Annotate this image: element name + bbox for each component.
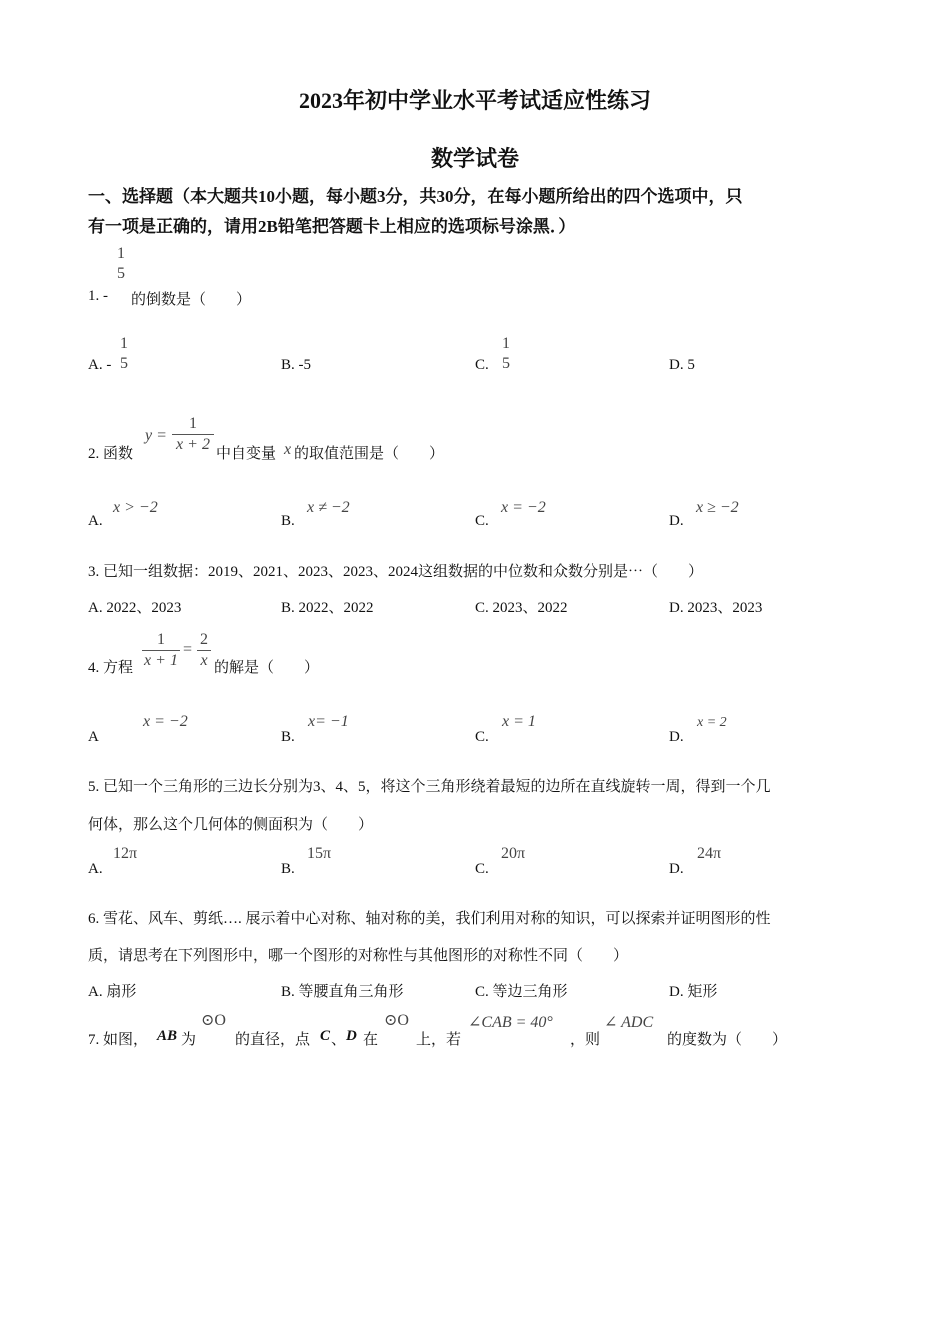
exam-subtitle: 数学试卷	[430, 146, 519, 171]
q1-option-c-label[interactable]: C.	[475, 357, 489, 373]
q4-option-c-label[interactable]: C.	[475, 729, 489, 745]
q6-line1: 6. 雪花、风车、剪纸…. 展示着中心对称、轴对称的美，我们利用对称的知识，可以探索并证明图形的性	[88, 911, 771, 927]
q7-angle-cab: ∠CAB = 40°	[468, 1014, 553, 1031]
q2-option-d-label[interactable]: D.	[669, 513, 684, 529]
q6-line2: 质，请思考在下列图形中，哪一个图形的对称性与其他图形的对称性不同（ ）	[88, 948, 629, 964]
q3-option-a[interactable]: A. 2022、2023	[88, 600, 182, 616]
q1-fraction: 1 5	[117, 245, 125, 282]
q5-option-a-expr: 12π	[113, 845, 138, 862]
q1-option-a-label[interactable]: A. -	[88, 357, 112, 373]
q5-option-c-label[interactable]: C.	[475, 861, 489, 877]
q5-line1: 5. 已知一个三角形的三边长分别为3、4、5，将这个三角形绕着最短的边所在直线旋转一周，得到一个几	[88, 779, 771, 795]
q4-option-a-expr: x = −2	[143, 713, 188, 730]
q7-ab: AB	[157, 1028, 178, 1044]
q5-option-b-expr: 15π	[307, 845, 332, 862]
q4-fraction-left: 1 x + 1	[142, 630, 180, 671]
q4-prefix: 4. 方程	[88, 660, 134, 676]
section-heading-line1: 一、选择题（本大题共10小题，每小题3分，共30分，在每小题所给出的四个选项中，只	[88, 187, 743, 206]
q4-option-c-expr: x = 1	[502, 713, 536, 730]
q2-y-equals: y =	[145, 427, 167, 444]
q5-option-d-expr: 24π	[697, 845, 722, 862]
q7-angle-adc: ∠ ADC	[604, 1014, 654, 1031]
q7-prefix: 7. 如图，	[88, 1032, 149, 1048]
q1-option-d[interactable]: D. 5	[669, 357, 695, 373]
q2-option-b-label[interactable]: B.	[281, 513, 295, 529]
q5-option-d-label[interactable]: D.	[669, 861, 684, 877]
q1-option-a-fraction: 1 5	[120, 335, 128, 372]
q4-option-d-label[interactable]: D.	[669, 729, 684, 745]
q7-point-d: D	[346, 1028, 357, 1044]
q2-middle: 中自变量	[216, 446, 277, 462]
q4-option-b-label[interactable]: B.	[281, 729, 295, 745]
q4-suffix: 的解是（ ）	[214, 660, 320, 676]
q2-prefix: 2. 函数	[88, 446, 134, 462]
q6-option-b[interactable]: B. 等腰直角三角形	[281, 984, 404, 1000]
q3-option-c[interactable]: C. 2023、2022	[475, 600, 568, 616]
q2-option-a-expr: x > −2	[113, 499, 158, 516]
q4-option-d-expr: x = 2	[697, 715, 727, 730]
q7-point-c: C	[320, 1028, 331, 1044]
q2-option-b-expr: x ≠ −2	[307, 499, 350, 516]
exam-title: 2023年初中学业水平考试适应性练习	[298, 88, 651, 113]
q1-option-c-fraction: 1 5	[502, 335, 510, 372]
q7-text1: 的直径，点	[235, 1032, 311, 1048]
q6-option-a[interactable]: A. 扇形	[88, 984, 137, 1000]
q7-zai: 在	[363, 1032, 379, 1048]
q6-option-d[interactable]: D. 矩形	[669, 984, 718, 1000]
q5-option-a-label[interactable]: A.	[88, 861, 103, 877]
q4-option-a-label[interactable]: A	[88, 729, 99, 745]
q1-number: 1. -	[88, 288, 108, 304]
q7-text3: ，则	[570, 1032, 601, 1048]
q3-option-d[interactable]: D. 2023、2023	[669, 600, 763, 616]
q2-fraction: 1 x + 2	[172, 414, 214, 455]
q7-separator: 、	[331, 1032, 347, 1048]
q2-option-c-label[interactable]: C.	[475, 513, 489, 529]
section-heading-line2: 有一项是正确的，请用2B铅笔把答题卡上相应的选项标号涂黑．）	[88, 217, 576, 236]
q7-circle-o-2: ⊙O	[384, 1012, 409, 1029]
section-heading	[88, 182, 858, 242]
q7-text4: 的度数为（ ）	[667, 1032, 788, 1048]
q7-circle-o-1: ⊙O	[201, 1012, 226, 1029]
q7-wei: 为	[181, 1032, 197, 1048]
q6-option-c[interactable]: C. 等边三角形	[475, 984, 568, 1000]
q2-option-d-expr: x ≥ −2	[696, 499, 739, 516]
q4-fraction-right: 2 x	[197, 630, 211, 671]
q2-option-a-label[interactable]: A.	[88, 513, 103, 529]
q2-variable: x	[284, 441, 292, 458]
q2-suffix: 的取值范围是（ ）	[294, 446, 445, 462]
q7-text2: 上，若	[416, 1032, 462, 1048]
q5-option-c-expr: 20π	[501, 845, 526, 862]
q3-text: 3. 已知一组数据：2019、2021、2023、2023、2024这组数据的中位数和众数分别是⋯（ ）	[88, 564, 704, 580]
q5-option-b-label[interactable]: B.	[281, 861, 295, 877]
q4-equals: =	[183, 641, 193, 658]
q4-option-b-expr: x= −1	[308, 713, 349, 730]
q3-option-b[interactable]: B. 2022、2022	[281, 600, 374, 616]
q5-line2: 何体，那么这个几何体的侧面积为（ ）	[88, 817, 374, 833]
q2-option-c-expr: x = −2	[501, 499, 546, 516]
q1-option-b[interactable]: B. -5	[281, 357, 311, 373]
q1-text: 的倒数是（ ）	[131, 292, 252, 308]
